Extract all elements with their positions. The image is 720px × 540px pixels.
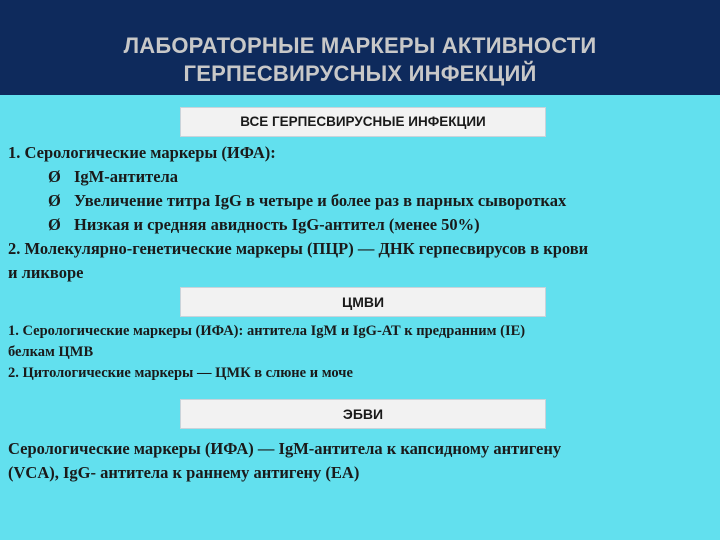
pcr-line-1: 2. Молекулярно-генетические маркеры (ПЦР) — ДНК герпесвирусов в крови bbox=[8, 239, 589, 258]
section-label-all-herpes: ВСЕ ГЕРПЕСВИРУСНЫЕ ИНФЕКЦИИ bbox=[180, 107, 546, 137]
section-ebv-content bbox=[8, 437, 708, 485]
arrow-bullet-icon: Ø bbox=[48, 191, 61, 210]
arrow-bullet-icon: Ø bbox=[48, 167, 61, 186]
page-title bbox=[0, 32, 720, 88]
section-label-cmv: ЦМВИ bbox=[180, 287, 546, 317]
list-item bbox=[8, 189, 718, 213]
list-item bbox=[8, 165, 718, 189]
ebv-line-1: Серологические маркеры (ИФА) — IgM-антитела к капсидному антигену bbox=[8, 439, 562, 458]
list-item-text: Увеличение титра IgG в четыре и более раз в парных сыворотках bbox=[74, 191, 567, 210]
arrow-bullet-icon: Ø bbox=[48, 215, 61, 234]
title-line-2: ГЕРПЕСВИРУСНЫХ ИНФЕКЦИЙ bbox=[183, 61, 537, 86]
ebv-line-2: (VCA), IgG- антитела к раннему антигену (ЕА) bbox=[8, 463, 360, 482]
section-label-ebv: ЭБВИ bbox=[180, 399, 546, 429]
list-item-text: Низкая и средняя авидность IgG-антител (менее 50%) bbox=[74, 215, 480, 234]
title-line-1: ЛАБОРАТОРНЫЕ МАРКЕРЫ АКТИВНОСТИ bbox=[123, 33, 597, 58]
section-cmv-content bbox=[8, 321, 708, 384]
section-all-content bbox=[8, 141, 718, 285]
cmv-serology-line-2: белкам ЦМВ bbox=[8, 344, 94, 360]
serology-heading: 1. Серологические маркеры (ИФА): bbox=[8, 143, 276, 162]
list-item bbox=[8, 213, 718, 237]
cmv-serology-line-1: 1. Серологические маркеры (ИФА): антитела IgM и IgG-АТ к предранним (IE) bbox=[8, 323, 526, 339]
header-banner bbox=[0, 0, 720, 95]
pcr-line-2: и ликворе bbox=[8, 263, 84, 282]
cmv-cytology-line: 2. Цитологические маркеры — ЦМК в слюне и моче bbox=[8, 365, 353, 381]
list-item-text: IgM-антитела bbox=[74, 167, 179, 186]
